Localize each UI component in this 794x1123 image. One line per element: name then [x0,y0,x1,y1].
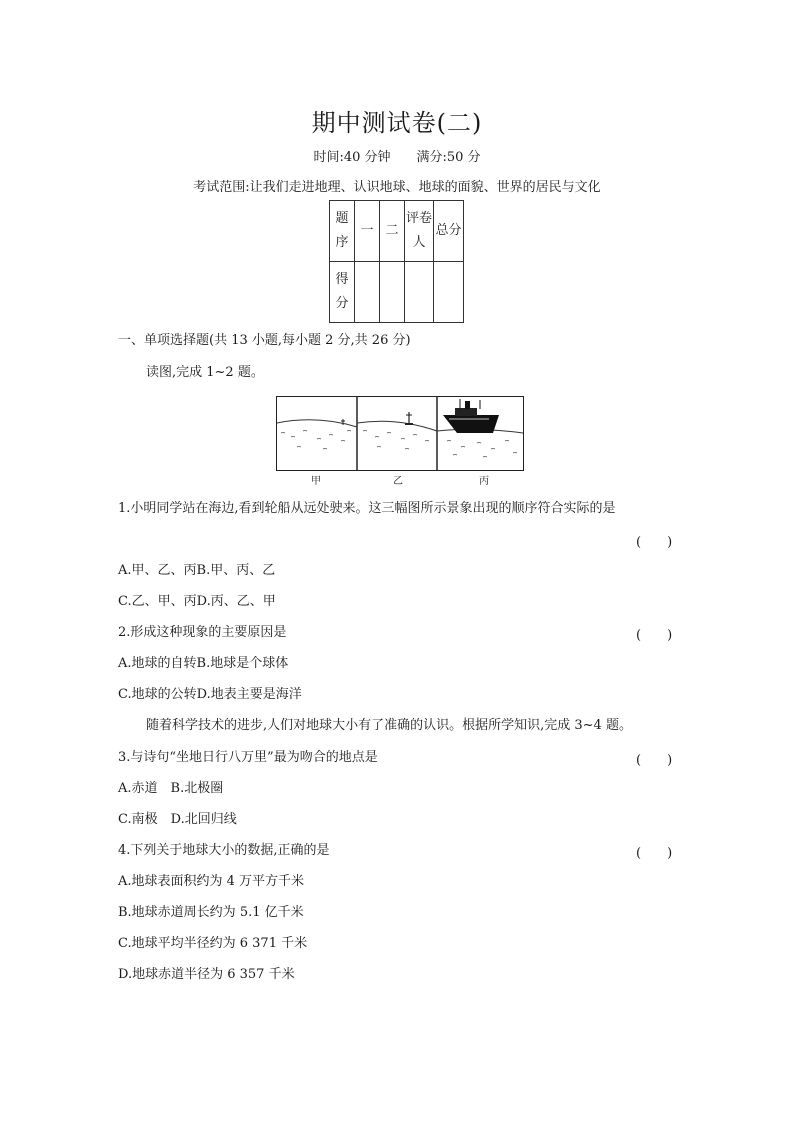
figure-label-bing: 丙 [479,476,489,487]
score-table-row-label: 得分 [330,262,355,323]
question-2-options-ab: A.地球的自转B.地球是个球体 [118,656,289,671]
question-4-option-c: C.地球平均半径约为 6 371 千米 [118,936,308,951]
answer-blank[interactable]: ( ) [636,628,673,643]
question-1-options-cd: C.乙、甲、丙D.丙、乙、甲 [118,594,276,609]
figure-label-yi: 乙 [393,476,403,487]
ship-horizon-figure [276,396,524,471]
section-heading: 一、单项选择题(共 13 小题,每小题 2 分,共 26 分) [118,333,411,348]
reading-instruction: 随着科学技术的进步,人们对地球大小有了准确的认识。根据所学知识,完成 3~4 题。 [146,718,632,733]
ship-horizon-illustration [277,397,523,470]
answer-blank[interactable]: ( ) [636,846,673,861]
figure-label-jia: 甲 [311,476,321,487]
score-table-header-cell: 评卷人 [405,201,434,262]
question-1-stem: 1.小明同学站在海边,看到轮船从远处驶来。这三幅图所示景象出现的顺序符合实际的是 [118,501,616,516]
question-4-option-b: B.地球赤道周长约为 5.1 亿千米 [118,905,304,920]
score-table-score-row [330,262,464,323]
answer-blank[interactable]: ( ) [636,753,673,768]
exam-meta [0,146,794,165]
question-4-option-d: D.地球赤道半径为 6 357 千米 [118,967,295,982]
score-table-header-cell: 二 [380,201,405,262]
score-cell[interactable] [355,262,380,323]
score-table-header-row [330,201,464,262]
question-2-options-cd: C.地球的公转D.地表主要是海洋 [118,687,302,702]
question-3-options-ab: A.赤道 B.北极圈 [118,781,224,796]
score-table-header-cell: 总分 [434,201,464,262]
score-table-header-cell: 一 [355,201,380,262]
question-4-option-a: A.地球表面积约为 4 万平方千米 [118,874,305,889]
exam-total-score: 满分:50 分 [416,150,481,165]
question-2-stem: 2.形成这种现象的主要原因是 [118,625,287,640]
score-cell[interactable] [380,262,405,323]
answer-blank[interactable]: ( ) [636,535,673,550]
exam-scope: 考试范围:让我们走进地理、认识地球、地球的面貌、世界的居民与文化 [193,180,601,195]
page-title: 期中测试卷(二) [311,109,483,137]
score-cell[interactable] [405,262,434,323]
exam-time: 时间:40 分钟 [313,150,391,165]
question-3-stem: 3.与诗句“坐地日行八万里”最为吻合的地点是 [118,750,378,765]
score-table-header-cell: 题序 [330,201,355,262]
question-3-options-cd: C.南极 D.北回归线 [118,812,237,827]
reading-instruction: 读图,完成 1~2 题。 [146,365,264,380]
score-cell[interactable] [434,262,464,323]
question-1-options-ab: A.甲、乙、丙B.甲、丙、乙 [118,563,276,578]
question-4-stem: 4.下列关于地球大小的数据,正确的是 [118,843,330,858]
score-table [329,200,464,323]
